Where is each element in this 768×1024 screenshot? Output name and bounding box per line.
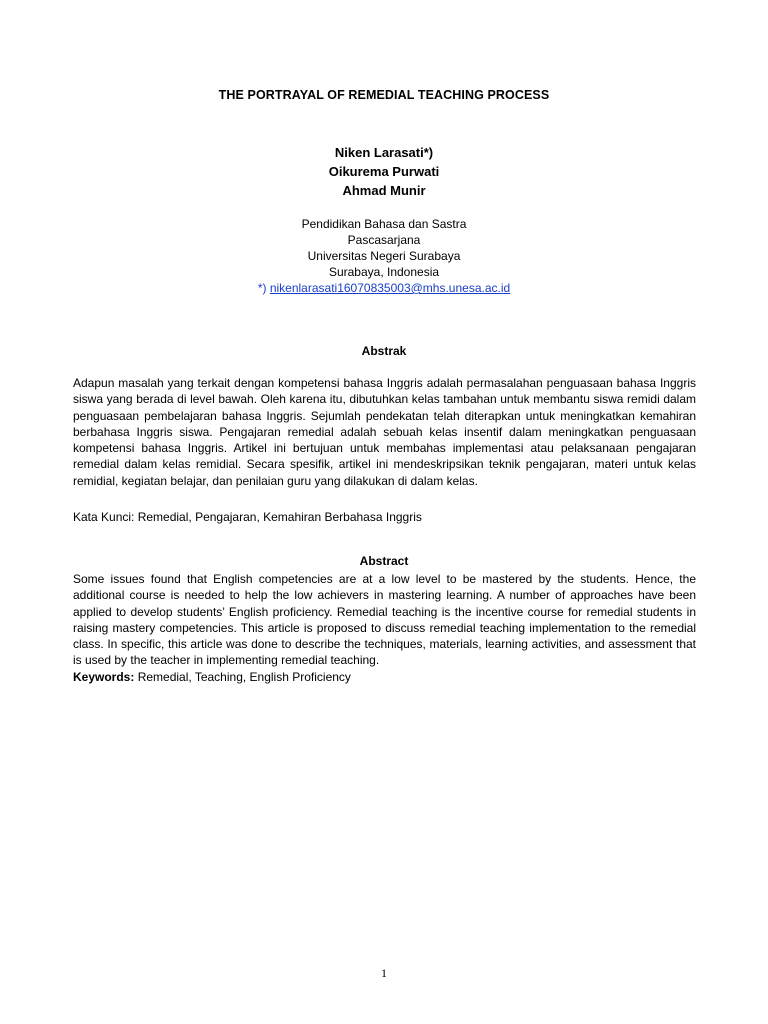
- author-name: Ahmad Munir: [342, 183, 426, 198]
- author-name: Oikurema Purwati: [328, 164, 440, 179]
- abstract-paragraph: Some issues found that English competencies are at a low level to be mastered by the students. Hence, the additional course is needed to help the low achievers in mastering learning. A number of approaches have been applied to develop students’ English proficiency. Remedial teaching is the incentive course for remedial students in raising mastery competencies. This article is proposed to discuss remedial teaching implementation to the remedial class. In specific, this article was done to describe the techniques, materials, learning activities, and assessment that is used by the teacher in implementing remedial teaching.: [73, 572, 696, 668]
- paper-title: THE PORTRAYAL OF REMEDIAL TEACHING PROCESS: [218, 88, 550, 102]
- email-line: [0, 280, 768, 296]
- email-link[interactable]: nikenlarasati16070835003@mhs.unesa.ac.id: [269, 281, 511, 295]
- affiliation-block: [0, 216, 768, 296]
- kata-kunci-line: [73, 509, 696, 525]
- affiliation-line: Universitas Negeri Surabaya: [307, 249, 461, 263]
- keywords-text: Remedial, Teaching, English Proficiency: [134, 670, 351, 684]
- abstract-heading: Abstract: [359, 554, 409, 568]
- kata-kunci-text: Remedial, Pengajaran, Kemahiran Berbahasa Inggris: [134, 510, 422, 524]
- affiliation-line: Surabaya, Indonesia: [328, 265, 440, 279]
- keywords-label: Keywords:: [73, 670, 135, 684]
- abstrak-heading: Abstrak: [361, 344, 407, 358]
- email-prefix: *): [257, 281, 267, 295]
- page-number: 1: [381, 966, 387, 980]
- abstrak-paragraph: Adapun masalah yang terkait dengan kompetensi bahasa Inggris adalah permasalahan penguasaan bahasa Inggris siswa yang berada di level bawah. Oleh karena itu, dibutuhkan kelas tambahan untuk membantu siswa remidi dalam penguasaan pembelajaran bahasa Inggris. Sejumlah pendekatan telah diterapkan untuk meningkatkan kemahiran berbahasa Inggris siswa. Pengajaran remedial adalah sebuah kelas insentif dalam meningkatkan penguasaan kompetensi bahasa Inggris. Artikel ini bertujuan untuk membahas implementasi atau pelaksanaan pengajaran remedial dalam kelas remidial. Secara spesifik, artikel ini mendeskripsikan teknik pengajaran, materi untuk kelas remidial, kegiatan belajar, dan penilaian guru yang dilakukan di dalam kelas.: [73, 376, 696, 488]
- kata-kunci-label: Kata Kunci:: [73, 510, 135, 524]
- keywords-line: [73, 669, 696, 685]
- affiliation-line: Pendidikan Bahasa dan Sastra: [301, 217, 467, 231]
- author-list: [0, 143, 768, 200]
- affiliation-line: Pascasarjana: [347, 233, 421, 247]
- author-name: Niken Larasati*): [334, 145, 434, 160]
